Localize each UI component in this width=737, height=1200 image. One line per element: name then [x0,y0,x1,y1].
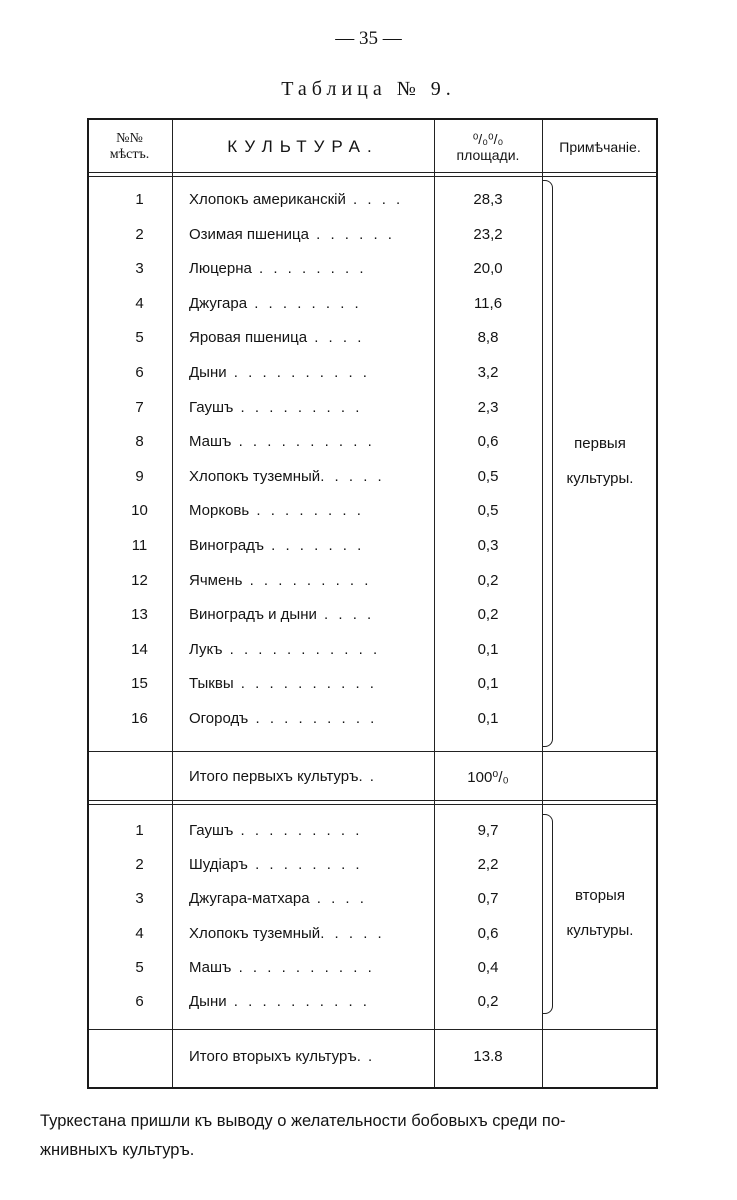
row-leader-dots: . . . . . . . . [247,294,362,312]
second-crops-note-line1: вторыя [575,887,625,904]
first-total-row [87,760,658,794]
row-number: 3 [135,890,144,908]
row-percent: 28,3 [473,191,503,208]
table-row [87,529,658,563]
row-leader-dots: . . . . . . . . . [233,398,363,416]
row-crop [189,537,429,554]
row-crop [189,993,429,1010]
row-number: 11 [131,537,148,554]
row-percent: 0,1 [477,710,499,727]
table-row [87,391,658,425]
header-place-number-line1: №№ [116,131,143,146]
table-row [87,702,658,736]
row-percent: 0,6 [477,433,499,451]
row-crop [189,191,429,208]
row-leader-dots: . . . . . . . . . . [226,364,370,381]
table-row [87,985,658,1019]
row-crop-name: Виноградъ [189,537,264,554]
row-number: 2 [135,225,144,243]
row-percent: 9,7 [477,822,499,839]
row-percent: 0,2 [477,606,499,624]
row-number: 9 [135,467,144,485]
row-crop-name: Морковь [189,502,250,520]
row-percent: 0,5 [477,467,499,485]
row-crop [189,822,429,839]
row-number: 1 [135,822,144,839]
row-crop [189,890,429,907]
header-area-percent-line2: площади. [456,147,520,163]
section-divider [89,1029,656,1030]
second-total-dots: . [360,1048,376,1065]
row-number: 8 [135,433,144,451]
row-leader-dots: . . . . . . . . . [248,710,378,727]
row-crop [189,399,429,416]
row-crop-name: Машъ [189,433,232,451]
row-number: 7 [135,398,144,416]
header-place-number-line2: мѣстъ. [109,147,150,162]
table-row [87,287,658,321]
row-crop-name: Хлопокъ туземный [189,467,321,485]
row-percent: 2,3 [477,398,499,416]
row-crop [189,329,429,346]
row-number: 4 [135,924,144,942]
second-total-percent: 13.8 [473,1048,503,1065]
row-crop-name: Тыквы [189,675,234,693]
row-crop-name: Люцерна [189,260,252,278]
row-percent: 0,1 [477,675,499,693]
row-percent: 3,2 [477,364,499,381]
row-crop [189,925,429,942]
row-crop [189,433,429,450]
first-total-percent: 100⁰/₀ [467,769,509,786]
row-crop-name: Гаушъ [189,398,234,416]
table-row [87,252,658,286]
row-percent: 11,6 [473,294,503,312]
row-percent: 0,1 [477,640,499,658]
section-divider [89,804,656,805]
row-number: 14 [131,640,148,658]
table-row [87,321,658,355]
row-crop [189,959,429,976]
body-text-line1: Туркестана пришли къ выводу о желательности бобовыхъ среди по- [40,1112,566,1130]
row-crop [189,675,429,692]
header-divider [89,172,656,173]
row-crop [189,572,429,589]
row-number: 10 [131,502,148,520]
row-crop-name: Машъ [189,958,232,976]
header-crop: КУЛЬТУРА. [227,137,379,156]
row-crop-name: Гаушъ [189,822,234,839]
table-row [87,218,658,252]
row-number: 6 [135,993,144,1010]
header-divider [89,176,656,177]
row-leader-dots: . . . . . . . . . . . [222,640,381,658]
row-percent: 0,2 [477,571,499,589]
table-row [87,667,658,701]
page-number: — 35 — [335,28,402,49]
row-leader-dots: . . . . [345,191,404,208]
row-crop-name: Джугара [189,294,248,312]
first-total-label [189,768,429,785]
second-crops-note [542,878,658,948]
row-crop [189,606,429,623]
table-row [87,564,658,598]
row-leader-dots: . . . . [316,606,375,624]
row-percent: 2,2 [477,856,499,874]
row-leader-dots: . . . . . . [308,225,395,243]
row-percent: 0,5 [477,502,499,520]
row-crop-name: Дыни [189,993,227,1010]
row-crop-name: Хлопокъ американскій [189,191,346,208]
body-text [40,1107,710,1165]
row-crop [189,226,429,243]
row-crop-name: Шудіаръ [189,856,248,874]
header-area-percent-line1: ⁰/₀⁰/₀ [472,131,504,147]
row-leader-dots: . . . . . [320,467,385,485]
row-crop [189,468,429,485]
second-total-row [87,1040,658,1074]
row-leader-dots: . . . . [309,890,367,908]
row-number: 2 [135,856,144,874]
row-percent: 23,2 [473,225,503,243]
row-number: 12 [131,571,148,589]
row-crop [189,856,429,873]
row-leader-dots: . . . . . . . . . . [231,433,375,451]
row-leader-dots: . . . . . . . . . [233,822,363,839]
table-row [87,183,658,217]
row-crop-name: Виноградъ и дыни [189,606,317,624]
row-leader-dots: . . . . [307,329,365,347]
table-row [87,814,658,848]
row-crop [189,260,429,277]
table-row [87,633,658,667]
row-percent: 0,3 [477,537,499,554]
row-crop-name: Ячмень [189,571,243,589]
row-number: 15 [131,675,148,693]
row-leader-dots: . . . . . . . . . . [226,993,370,1010]
row-crop-name: Хлопокъ туземный [189,924,321,942]
row-crop [189,641,429,658]
first-total-name: Итого первыхъ культуръ. [189,768,363,785]
first-crops-note-line2: культуры. [566,470,634,487]
first-crops-note-line1: первыя [574,435,626,452]
header-note: Примѣчаніе. [559,139,641,155]
row-crop [189,295,429,312]
first-total-dots: . [362,768,377,785]
row-leader-dots: . . . . . . . . [249,502,364,520]
row-crop-name: Джугара-матхара [189,890,310,908]
row-crop-name: Лукъ [189,640,223,658]
table-row [87,951,658,985]
row-percent: 0,7 [477,890,499,908]
row-number: 1 [135,191,144,208]
row-leader-dots: . . . . . . . . . . [231,958,375,976]
row-leader-dots: . . . . . . . [263,537,365,554]
section-divider [89,751,656,752]
row-crop-name: Огородъ [189,710,249,727]
row-number: 5 [135,329,144,347]
row-number: 5 [135,958,144,976]
row-percent: 0,2 [477,993,499,1010]
row-leader-dots: . . . . . . . . [251,260,367,278]
body-text-line2: жнивныхъ культуръ. [40,1141,195,1159]
row-leader-dots: . . . . . . . . [247,856,363,874]
row-crop-name: Яровая пшеница [189,329,308,347]
row-crop-name: Дыни [189,364,227,381]
row-percent: 0,6 [477,924,499,942]
table-title: Таблица № 9. [281,78,456,100]
row-leader-dots: . . . . . . . . . . [233,675,377,693]
row-percent: 8,8 [477,329,499,347]
row-leader-dots: . . . . . [320,924,385,942]
row-number: 16 [131,710,148,727]
table-row [87,356,658,390]
crops-table [87,118,658,1089]
section-divider [89,800,656,801]
row-number: 4 [135,294,144,312]
row-crop [189,502,429,519]
header-place-number [87,124,172,170]
second-total-label [189,1048,429,1065]
row-leader-dots: . . . . . . . . . [242,571,372,589]
row-number: 3 [135,260,144,278]
second-crops-note-line2: культуры. [566,922,634,939]
table-row [87,598,658,632]
row-percent: 0,4 [477,958,499,976]
row-number: 6 [135,364,144,381]
header-area-percent [434,124,542,170]
row-percent: 20,0 [473,260,503,278]
row-number: 13 [131,606,148,624]
second-total-name: Итого вторыхъ культуръ. [189,1048,361,1065]
row-crop [189,364,429,381]
row-crop [189,710,429,727]
row-crop-name: Озимая пшеница [189,225,309,243]
table-row [87,494,658,528]
first-crops-note [542,426,658,496]
